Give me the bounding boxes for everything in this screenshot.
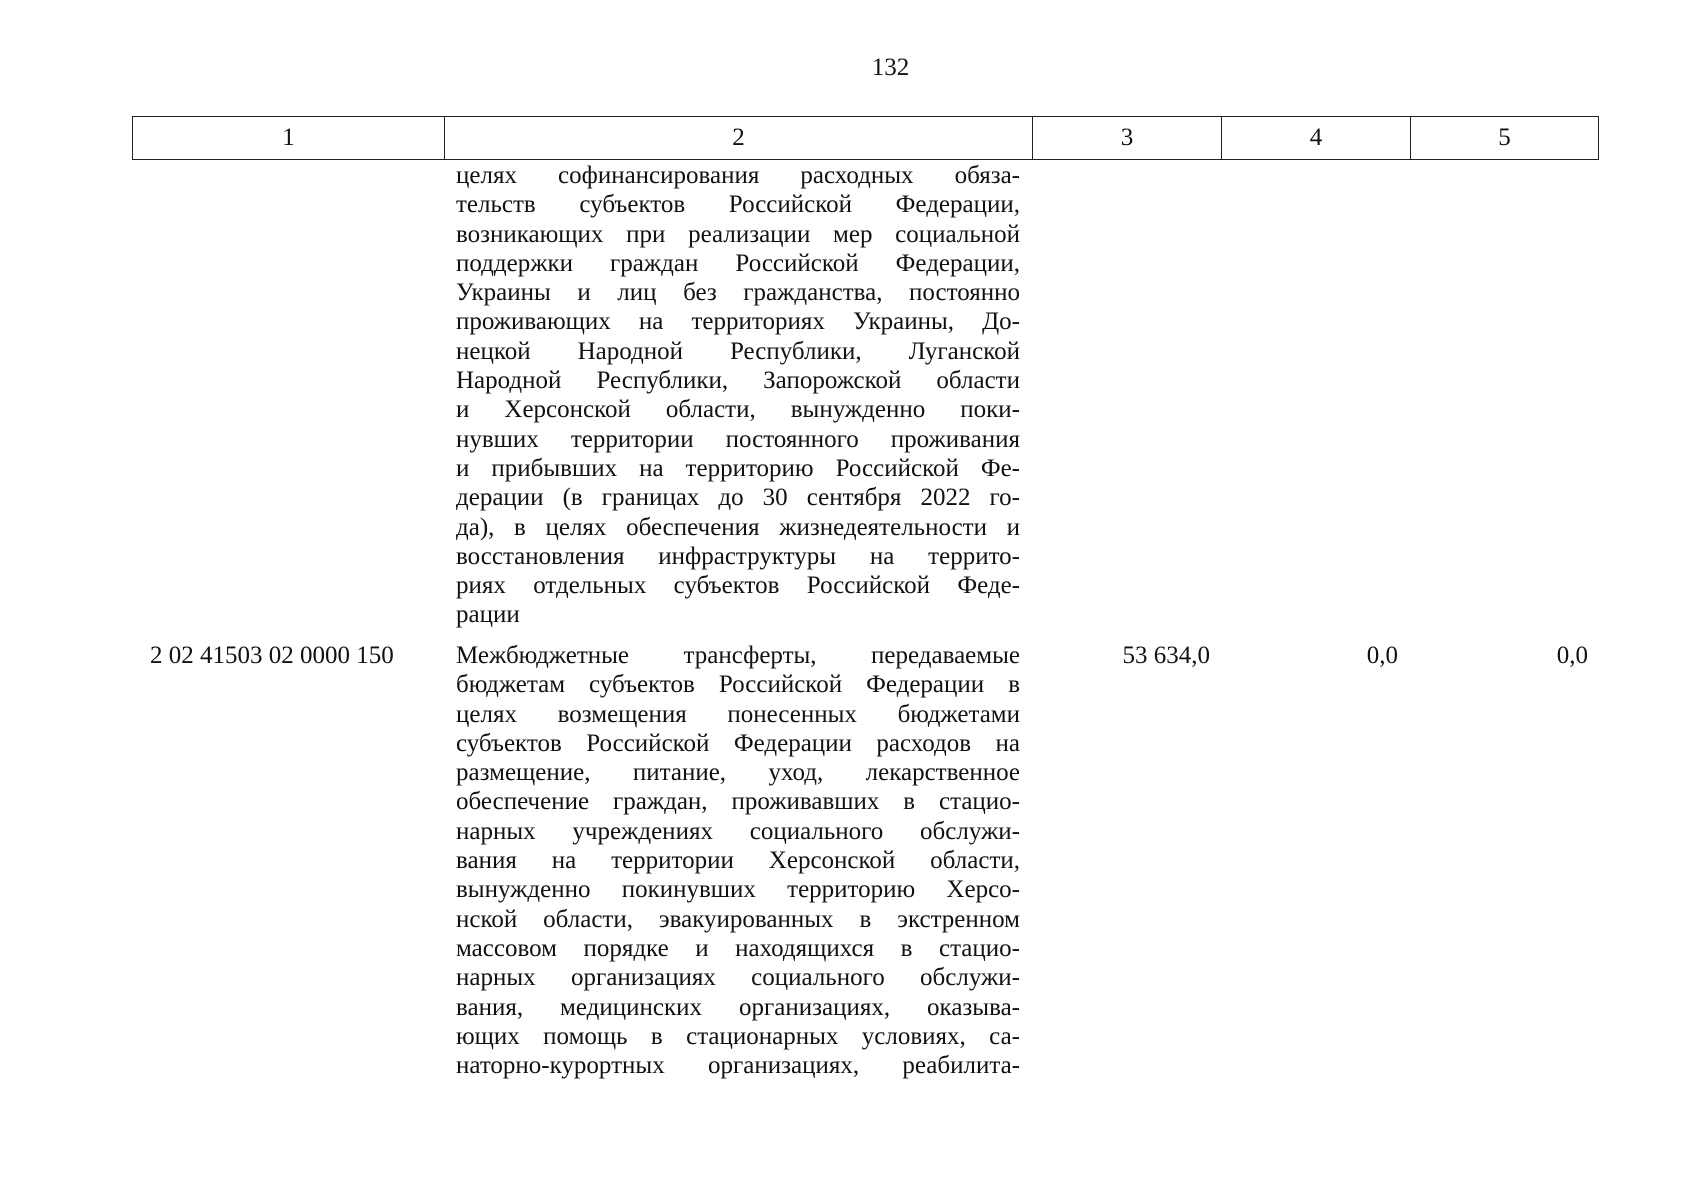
text-line: ющих помощь в стационарных условиях, са-: [456, 1022, 1020, 1050]
text-line: дерации (в границах до 30 сентября 2022 го-: [456, 484, 1020, 512]
row-value-col-3: 53 634,0: [1122, 642, 1210, 669]
text-line: нской области, эвакуированных в экстренном: [456, 905, 1020, 933]
row-description: [456, 641, 1020, 1080]
text-line: размещение, питание, уход, лекарственное: [456, 759, 1020, 787]
text-line: массовом порядке и находящихся в стацио-: [456, 934, 1020, 962]
text-line: риях отдельных субъектов Российской Феде-: [456, 572, 1020, 600]
table-header-row: [132, 116, 1599, 160]
text-line: целях софинансирования расходных обяза-: [456, 162, 1020, 189]
text-line: восстановления инфраструктуры на террито-: [456, 542, 1020, 570]
text-line: нувших территории постоянного проживания: [456, 425, 1020, 453]
text-line: рации: [456, 601, 520, 629]
header-col-4: 4: [1222, 117, 1411, 159]
text-line: вания на территории Херсонской области,: [456, 847, 1020, 875]
text-line: да), в целях обеспечения жизнедеятельности и: [456, 513, 1020, 541]
continuation-description: [456, 161, 1020, 630]
row-code: 2 02 41503 02 0000 150: [150, 642, 394, 669]
text-line: нарных организациях социального обслужи-: [456, 964, 1020, 992]
text-line: наторно-курортных организациях, реабилита-: [456, 1052, 1020, 1080]
text-line: Украины и лиц без гражданства, постоянно: [456, 279, 1020, 307]
row-value-col-5: 0,0: [1556, 642, 1588, 669]
text-line: и Херсонской области, вынужденно поки-: [456, 396, 1020, 424]
text-line: целях возмещения понесенных бюджетами: [456, 700, 1020, 728]
text-line: вынужденно покинувших территорию Херсо-: [456, 876, 1020, 904]
text-line: проживающих на территориях Украины, До-: [456, 308, 1020, 336]
text-line: вания, медицинских организациях, оказыва-: [456, 993, 1020, 1021]
text-line: Народной Республики, Запорожской области: [456, 367, 1020, 395]
row-value-col-4: 0,0: [1366, 642, 1398, 669]
text-line: субъектов Российской Федерации расходов на: [456, 729, 1020, 757]
page-number: 132: [871, 54, 910, 81]
header-col-2: 2: [445, 117, 1033, 159]
text-line: бюджетам субъектов Российской Федерации в: [456, 671, 1020, 699]
header-col-5: 5: [1498, 124, 1511, 151]
text-line: нарных учреждениях социального обслужи-: [456, 817, 1020, 845]
text-line: и прибывших на территорию Российской Фе-: [456, 454, 1020, 482]
text-line: нецкой Народной Республики, Луганской: [456, 337, 1020, 365]
header-col-3: 3: [1033, 117, 1222, 159]
text-line: обеспечение граждан, проживавших в стацио-: [456, 788, 1020, 816]
text-line: тельств субъектов Российской Федерации,: [456, 191, 1020, 219]
text-line: поддержки граждан Российской Федерации,: [456, 249, 1020, 277]
text-line: возникающих при реализации мер социальной: [456, 220, 1020, 248]
text-line: Межбюджетные трансферты, передаваемые: [456, 642, 1020, 669]
header-col-1: 1: [133, 117, 445, 159]
